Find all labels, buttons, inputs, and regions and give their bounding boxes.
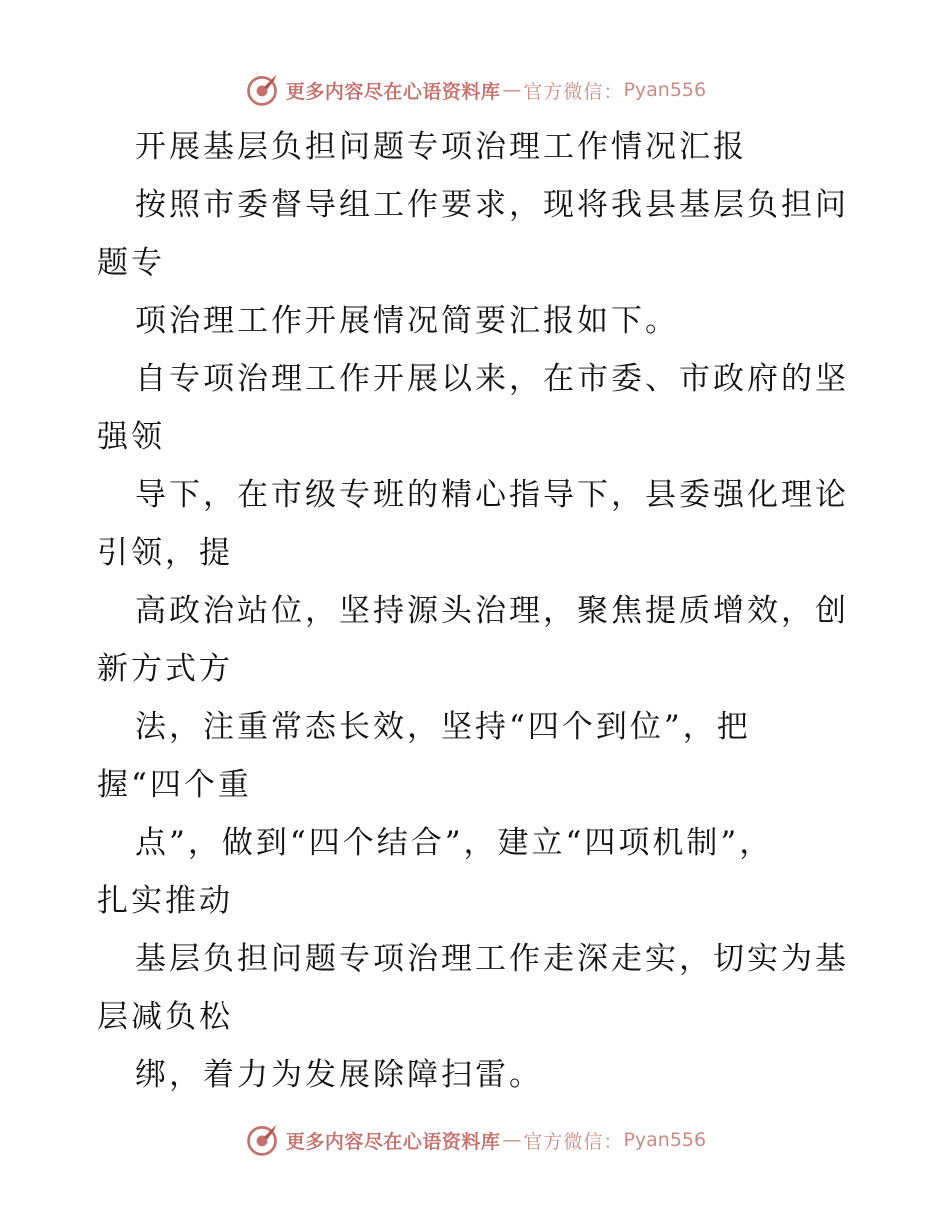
watermark-dash: —: [502, 1129, 522, 1151]
document-title: 开展基层负担问题专项治理工作情况汇报: [135, 129, 747, 165]
text-line: 基层负担问题专项治理工作走深走实，切实为基: [135, 941, 849, 977]
quill-seal-icon: [244, 72, 280, 108]
quill-seal-icon: [244, 1122, 280, 1158]
text-line: 高政治站位，坚持源头治理，聚焦提质增效，创: [135, 593, 849, 629]
text-line: 自专项治理工作开展以来，在市委、市政府的坚: [135, 361, 849, 397]
watermark-wechat-label: 官方微信：: [523, 1130, 624, 1153]
watermark-dash: —: [502, 79, 522, 101]
text-line: 项治理工作开展情况简要汇报如下。: [135, 303, 679, 339]
watermark-wechat-label: 官方微信：: [523, 80, 624, 103]
watermark-wechat-id: Pyan556: [623, 79, 707, 101]
text-line: 层减负松: [97, 999, 233, 1035]
text-line: 导下，在市级专班的精心指导下，县委强化理论: [135, 477, 849, 513]
text-line: 法，注重常态长效，坚持“四个到位”，把: [135, 709, 751, 745]
watermark-footer: [0, 1120, 950, 1160]
text-line: 点”，做到“四个结合”，建立“四项机制”，: [135, 825, 774, 861]
text-line: 题专: [97, 245, 165, 281]
text-line: 握“四个重: [97, 767, 252, 803]
text-line: 强领: [97, 419, 165, 455]
document-body: [97, 118, 857, 1104]
watermark-main-text: 更多内容尽在心语资料库: [285, 80, 501, 103]
watermark-header: [0, 70, 950, 110]
text-line: 按照市委督导组工作要求，现将我县基层负担问: [135, 187, 849, 223]
text-line: 引领，提: [97, 535, 233, 571]
watermark-wechat-id: Pyan556: [623, 1129, 707, 1151]
text-line: 绑，着力为发展除障扫雷。: [135, 1057, 543, 1093]
text-line: 新方式方: [97, 651, 233, 687]
text-line: 扎实推动: [97, 883, 233, 919]
watermark-main-text: 更多内容尽在心语资料库: [285, 1130, 501, 1153]
